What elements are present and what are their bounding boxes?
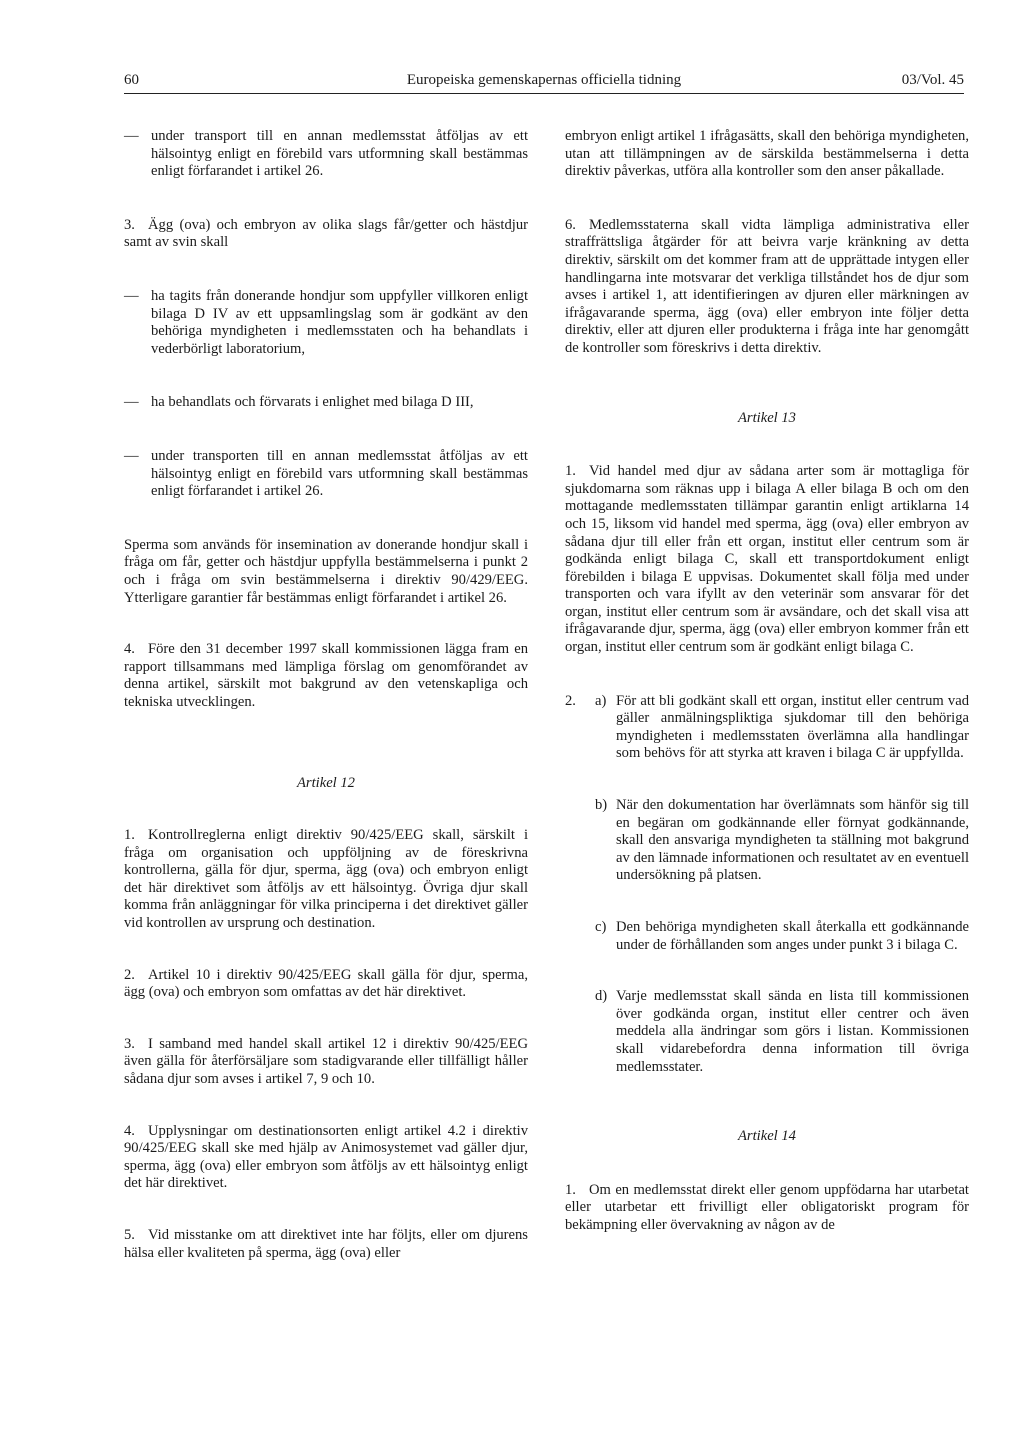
paragraph [124, 1123, 528, 1193]
paragraph-text: Artikel 10 i direktiv 90/425/EEG skall gälla för djur, sperma, ägg (ova) och embryon som omfattas av det här direktivet. [124, 966, 528, 1001]
sub-item-text: När den dokumentation har överlämnats som hänför sig till en begäran om godkännande eller förnyat godkännande, skall den ansvariga myndigheten ta ställning mot bakgrund av den lämnade informationen och resultatet av en eventuell undersökning på platsen. [616, 797, 969, 884]
paragraph-text: Om en medlemsstat direkt eller genom uppfödarna har utarbetat eller utarbetar ett frivilligt eller obligatoriskt program för bekämpning eller övervakning av någon av de [565, 1181, 969, 1233]
dash-marker: — [124, 447, 139, 464]
page-number: 60 [124, 72, 139, 88]
sub-item-text: Den behöriga myndigheten skall återkalla ett godkännande under de förhållanden som anges under punkt 3 i bilaga C. [616, 919, 969, 953]
journal-title: Europeiska gemenskapernas officiella tidning [406, 72, 682, 88]
sub-item-text: För att bli godkänt skall ett organ, institut eller centrum vad gäller anmälningspliktiga sjukdomar till den behöriga myndigheten i medlemsstaten överlämna alla handlingar som behövs för att styrka att kraven i bilaga C är uppfyllda. [616, 692, 969, 762]
paragraph-text: Medlemsstaterna skall vidta lämpliga administrativa eller straffrättsliga åtgärder för att beivra varje kränkning av detta direktiv, särskilt om det kommer fram att de upprättade intygen eller handlingarna inte motsvarar det verkliga tillståndet hos de djur som avses i artikel 1, att identifieringen av djuren eller märkningen av ifrågavarande sperma, ägg (ova) eller embryon inte följer detta direktiv, eller att djuren eller produkterna i fråga inte har genomgått de kontroller som föreskrivs i detta direktiv. [565, 216, 969, 356]
dash-marker: — [124, 394, 139, 411]
dash-item [124, 394, 528, 412]
paragraph [124, 1227, 528, 1262]
paragraph-text: Vid handel med djur av sådana arter som är mottagliga för sjukdomarna som räknas upp i bilaga A eller bilaga B och om den mottagande medlemsstaten tillämpar garantin enligt artiklarna 14 och 15, liksom vid handel med sperma, ägg (ova) eller embryon av sådana djur till eller från ett organ, institut eller centrum som är godkända enligt bilaga C, skall ett transportdokument enligt förebilden i bilaga E uppvisas. Dokumentet skall följa med under transporten och vara ifyllt av den veterinär som ansvarar för det organ, institut eller centrum som är avsändare, och det skall visa att ifrågavarande djur, sperma, ägg (ova) eller embryon kommer från ett organ, institut eller centrum som är godkänt enligt bilaga C. [565, 463, 969, 656]
sub-item [565, 693, 969, 763]
paragraph-text: Vid misstanke om att direktivet inte har följts, eller om djurens hälsa eller kvaliteten på sperma, ägg (ova) eller [124, 1226, 528, 1261]
sub-item-marker: a) [595, 692, 607, 709]
dash-item-text: under transporten till en annan medlemsstat åtföljas av ett hälsointyg enligt en förebild vars utformning skall bestämmas enligt förfarandet i artikel 26. [151, 447, 528, 500]
sub-item-marker: b) [595, 797, 608, 814]
article-heading: Artikel 12 [297, 775, 355, 792]
sub-item [565, 797, 969, 885]
paragraph-number: 1. [565, 1181, 576, 1198]
paragraph-number: 1. [124, 827, 135, 844]
dash-item-text: ha behandlats och förvarats i enlighet med bilaga D III, [151, 394, 474, 411]
paragraph-number: 1. [565, 463, 576, 480]
article-heading: Artikel 14 [738, 1128, 796, 1145]
dash-marker: — [124, 128, 139, 144]
paragraph-text: Före den 31 december 1997 skall kommissionen lägga fram en rapport tillsammans med lämpliga förslag om genomförandet av denna artikel, särskilt mot bakgrund av den vetenskapliga och tekniska utvecklingen. [124, 641, 528, 710]
paragraph [124, 967, 528, 1002]
paragraph: embryon enligt artikel 1 ifrågasätts, skall den behöriga myndigheten, utan att tillämpningen av de särskilda bestämmelserna i detta direktiv påverkas, utföra alla kontroller som den anser påkallade. [565, 128, 969, 180]
sub-item-text: Varje medlemsstat skall sända en lista till kommissionen över godkända organ, institut eller centrer och även meddela alla ändringar som görs i listan. Kommissionen skall vidarebefordra denna information till övriga medlemsstater. [616, 988, 969, 1075]
paragraph-number: 4. [124, 1122, 135, 1139]
paragraph-text: Upplysningar om destinationsorten enligt artikel 4.2 i direktiv 90/425/EEG skall ske med hjälp av Animosystemet vad gäller djur, sperma, ägg (ova) eller embryon som åtföljs av ett hälsointyg enligt det här direktivet. [124, 1122, 528, 1192]
paragraph [124, 641, 528, 711]
paragraph-number: 4. [124, 641, 135, 658]
paragraph-number: 3. [124, 216, 135, 233]
issue-number: 03/Vol. 45 [901, 72, 964, 88]
header-divider [124, 93, 964, 94]
paragraph-text: Ägg (ova) och embryon av olika slags får/getter och hästdjur samt av svin skall [124, 216, 528, 251]
paragraph-text: Kontrollreglerna enligt direktiv 90/425/EEG skall, särskilt i fråga om organisation och uppföljning av de föreskrivna kontrollerna, gälla för djur, sperma, ägg (ova) och embryon enligt det här direktivet som åtföljs av ett hälsointyg. Övriga djur skall komma från anläggningar för vilka principerna i det direktivet gäller vid kontrollen av ursprung och destination. [124, 827, 528, 932]
dash-item [124, 448, 528, 501]
paragraph-text: I samband med handel skall artikel 12 i direktiv 90/425/EEG även gälla för återförsäljare som stadigvarande eller tillfälligt håller sådana djur som avses i artikel 7, 9 och 10. [124, 1035, 528, 1087]
right-column [565, 118, 969, 1235]
paragraph [124, 217, 528, 252]
dash-item [124, 288, 528, 358]
dash-item-text: ha tagits från donerande hondjur som uppfyller villkoren enligt bilaga D IV av ett uppsamlingslag som är godkänt av den behöriga myndigheten i medlemsstaten och ha behandlats i vederbörligt laboratorium, [151, 287, 528, 357]
sub-item-marker: c) [595, 919, 607, 935]
paragraph-number: 3. [124, 1035, 135, 1052]
article-heading: Artikel 13 [738, 409, 796, 426]
paragraph [124, 1036, 528, 1089]
left-column [124, 118, 528, 1262]
paragraph-number: 5. [124, 1226, 135, 1243]
paragraph-number: 2. [124, 966, 135, 983]
paragraph [565, 217, 969, 358]
dash-marker: — [124, 287, 139, 304]
page-header [124, 72, 964, 94]
paragraph [565, 1182, 969, 1235]
dash-item [124, 128, 528, 181]
sub-item [565, 988, 969, 1076]
paragraph-number: 2. [565, 692, 576, 709]
sub-item [565, 919, 969, 954]
dash-item-text: under transport till en annan medlemsstat åtföljas av ett hälsointyg enligt en förebild vars utformning skall bestämmas enligt förfarandet i artikel 26. [151, 128, 528, 180]
paragraph [124, 827, 528, 933]
paragraph: Sperma som används för insemination av donerande hondjur skall i fråga om får, getter och hästdjur uppfylla bestämmelserna i punkt 2 och i fråga om svin bestämmelserna i direktiv 90/429/EEG. Ytterligare garantier får bestämmas enligt förfarandet i artikel 26. [124, 536, 528, 606]
sub-item-marker: d) [595, 988, 608, 1005]
paragraph [565, 463, 969, 657]
paragraph-number: 6. [565, 216, 576, 233]
